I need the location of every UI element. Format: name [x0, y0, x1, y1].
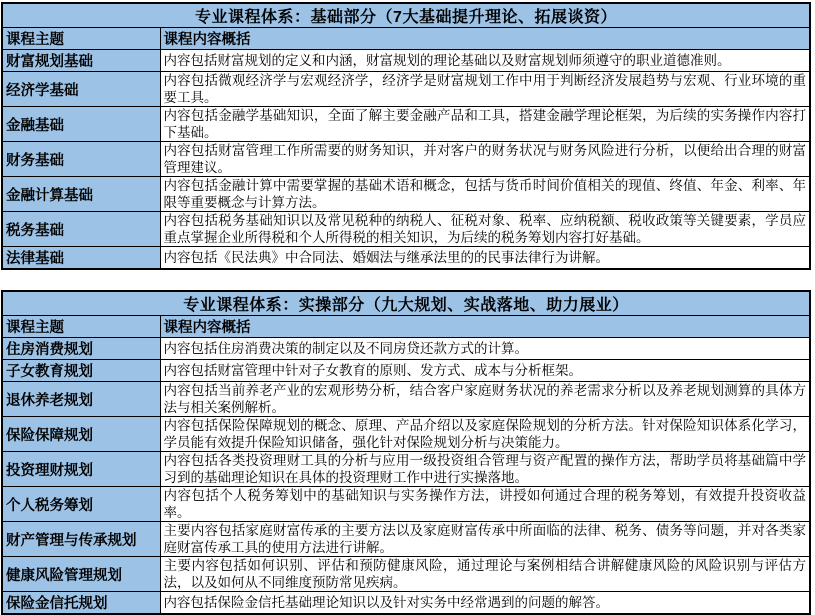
table-row [2, 360, 810, 382]
course-summary-cell: 内容包括住房消费决策的制定以及不同房贷还款方式的计算。 [160, 338, 810, 360]
course-topic-cell: 保险金信托规划 [2, 592, 160, 615]
column-header-summary: 课程内容概括 [160, 316, 810, 338]
table-row [2, 50, 810, 72]
course-topic-cell: 经济学基础 [2, 72, 160, 107]
course-topic-cell: 个人税务筹划 [2, 487, 160, 522]
table-row [2, 417, 810, 452]
course-summary-cell: 主要内容包括家庭财富传承的主要方法以及家庭财富传承中所面临的法律、税务、债务等问题，并对各类家庭财富传承工具的使用方法进行讲解。 [160, 522, 810, 557]
course-summary-cell: 内容包括财富管理工作所需要的财务知识，并对客户的财务状况与财务风险进行分析，以便给出合理的财富管理建议。 [160, 142, 810, 177]
column-header-row [2, 28, 810, 50]
course-summary-cell: 内容包括保险保障规划的概念、原理、产品介绍以及家庭保险规划的分析方法。针对保险知识体系化学习，学员能有效提升保险知识储备，强化针对保险规划分析与决策能力。 [160, 417, 810, 452]
table-row [2, 212, 810, 247]
course-summary-cell: 内容包括金融学基础知识，全面了解主要金融产品和工具，搭建金融学理论框架，为后续的实务操作内容打下基础。 [160, 107, 810, 142]
table-title: 专业课程体系：基础部分（7大基础提升理论、拓展谈资） [2, 3, 810, 28]
column-header-topic: 课程主题 [2, 28, 160, 50]
table-row [2, 247, 810, 270]
table-row [2, 382, 810, 417]
practical-course-table [1, 290, 811, 615]
table-row [2, 142, 810, 177]
table-row [2, 522, 810, 557]
table-row [2, 72, 810, 107]
course-summary-cell: 内容包括金融计算中需要掌握的基础术语和概念，包括与货币时间价值相关的现值、终值、年金、利率、年限等重要概念与计算方法。 [160, 177, 810, 212]
course-summary-cell: 主要内容包括如何识别、评估和预防健康风险，通过理论与案例相结合讲解健康风险的风险识别与评估方法，以及如何从不同维度预防常见疾病。 [160, 557, 810, 592]
column-header-summary: 课程内容概括 [160, 28, 810, 50]
column-header-row [2, 316, 810, 338]
course-topic-cell: 投资理财规划 [2, 452, 160, 487]
course-topic-cell: 财务基础 [2, 142, 160, 177]
course-summary-cell: 内容包括当前养老产业的宏观形势分析，结合客户家庭财务状况的养老需求分析以及养老规划测算的具体方法与相关案例解析。 [160, 382, 810, 417]
table-row [2, 338, 810, 360]
course-summary-cell: 内容包括个人税务筹划中的基础知识与实务操作方法，讲授如何通过合理的税务筹划，有效提升投资收益率。 [160, 487, 810, 522]
course-topic-cell: 财富规划基础 [2, 50, 160, 72]
table-title: 专业课程体系：实操部分（九大规划、实战落地、助力展业） [2, 291, 810, 316]
course-summary-cell: 内容包括财富管理中针对子女教育的原则、发方式、成本与分析框架。 [160, 360, 810, 382]
table-title-row [2, 291, 810, 316]
course-topic-cell: 退休养老规划 [2, 382, 160, 417]
course-summary-cell: 内容包括各类投资理财工具的分析与应用一级投资组合管理与资产配置的操作方法，帮助学员将基础篇中学习到的基础理论知识在具体的投资理财工作中进行实操落地。 [160, 452, 810, 487]
course-topic-cell: 财产管理与传承规划 [2, 522, 160, 557]
course-topic-cell: 子女教育规划 [2, 360, 160, 382]
course-topic-cell: 金融计算基础 [2, 177, 160, 212]
course-topic-cell: 税务基础 [2, 212, 160, 247]
course-summary-cell: 内容包括保险金信托基础理论知识以及针对实务中经常遇到的问题的解答。 [160, 592, 810, 615]
basic-course-table [1, 2, 811, 270]
course-topic-cell: 金融基础 [2, 107, 160, 142]
course-summary-cell: 内容包括税务基础知识以及常见税种的纳税人、征税对象、税率、应纳税额、税收政策等关键要素，学员应重点掌握企业所得税和个人所得税的相关知识，为后续的税务筹划内容打好基础。 [160, 212, 810, 247]
table-row [2, 177, 810, 212]
course-summary-cell: 内容包括财富规划的定义和内涵，财富规划的理论基础以及财富规划师须遵守的职业道德准则。 [160, 50, 810, 72]
table-title-row [2, 3, 810, 28]
course-topic-cell: 保险保障规划 [2, 417, 160, 452]
course-topic-cell: 法律基础 [2, 247, 160, 270]
course-topic-cell: 健康风险管理规划 [2, 557, 160, 592]
table-row [2, 557, 810, 592]
table-row [2, 452, 810, 487]
table-row [2, 487, 810, 522]
column-header-topic: 课程主题 [2, 316, 160, 338]
table-row [2, 107, 810, 142]
course-summary-cell: 内容包括微观经济学与宏观经济学，经济学是财富规划工作中用于判断经济发展趋势与宏观、行业环境的重要工具。 [160, 72, 810, 107]
table-row [2, 592, 810, 615]
course-summary-cell: 内容包括《民法典》中合同法、婚姻法与继承法里的的民事法律行为讲解。 [160, 247, 810, 270]
course-topic-cell: 住房消费规划 [2, 338, 160, 360]
